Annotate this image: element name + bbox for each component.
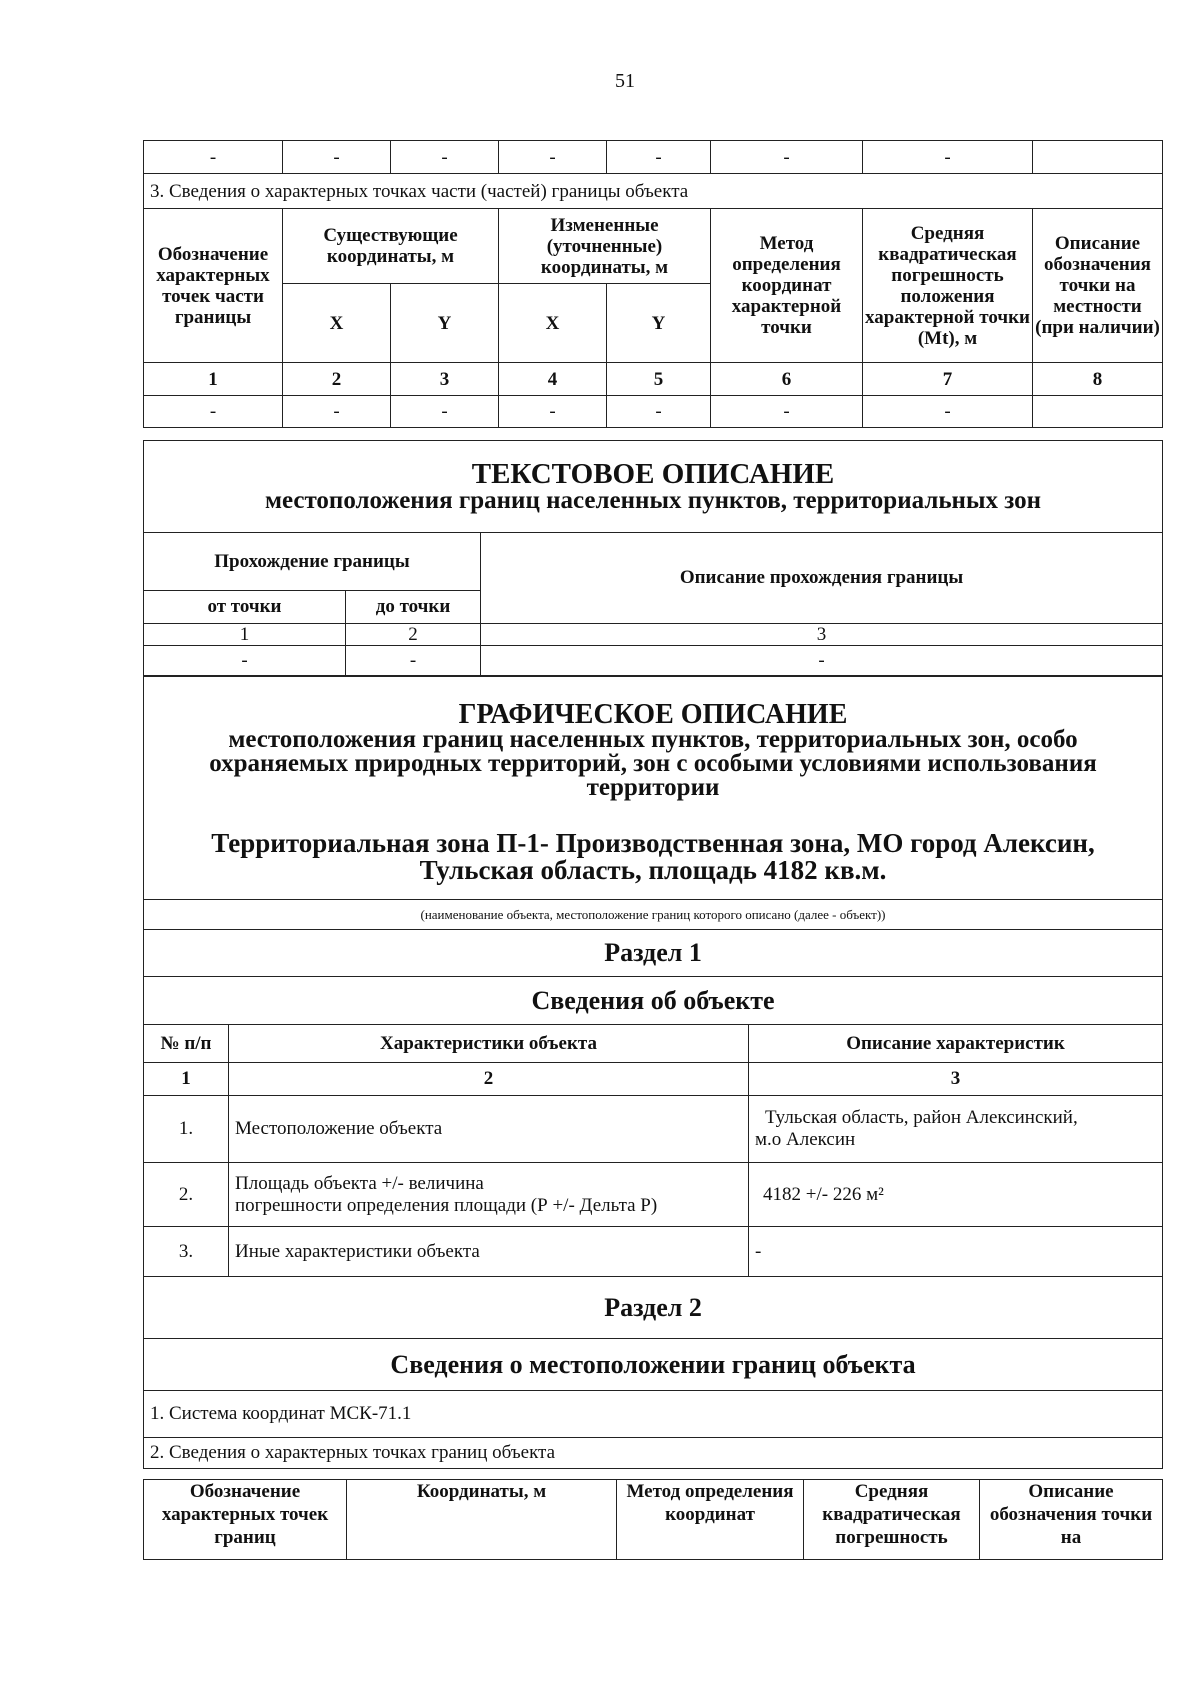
cell: - — [391, 396, 499, 428]
row-value — [749, 1096, 1163, 1163]
coordinate-system: 1. Система координат МСК-71.1 — [144, 1391, 1163, 1438]
part-points-table — [143, 140, 1163, 428]
header-x2: X — [499, 284, 607, 363]
header-y2: Y — [607, 284, 711, 363]
header-boundary-description: Описание обозначения точки на — [980, 1480, 1163, 1560]
cell: 3 — [391, 363, 499, 396]
cell: 3 — [481, 624, 1163, 646]
row-value-line-2: м.о Алексин — [755, 1129, 856, 1150]
object-name-1: Территориальная зона П-1- Производственная зона, МО город Алексин, — [211, 828, 1095, 858]
table-row — [144, 1096, 1163, 1163]
cell: 3 — [749, 1063, 1163, 1096]
cell: 7 — [863, 363, 1033, 396]
cell: - — [711, 396, 863, 428]
cell: - — [144, 646, 346, 676]
table-row — [144, 646, 1163, 676]
cell: 5 — [607, 363, 711, 396]
cell: 1 — [144, 624, 346, 646]
cell: - — [711, 141, 863, 174]
row-number: 1. — [144, 1096, 229, 1163]
row-name-line-2: погрешности определения площади (Р +/- Дельта Р) — [235, 1194, 658, 1216]
cell: 2 — [229, 1063, 749, 1096]
from-point-header: от точки — [144, 591, 346, 624]
graphic-description-subtitle-1: местоположения границ населенных пунктов, территориальных зон, особо — [228, 726, 1078, 753]
graphic-description-header — [144, 677, 1163, 900]
top-row — [144, 141, 1163, 174]
number-row — [144, 624, 1163, 646]
cell: - — [144, 396, 283, 428]
cell: - — [144, 141, 283, 174]
text-description-title: ТЕКСТОВОЕ ОПИСАНИЕ — [471, 457, 835, 490]
page-number: 51 — [615, 70, 635, 92]
row-value: 4182 +/- 226 м² — [749, 1163, 1163, 1227]
cell: - — [863, 396, 1033, 428]
row-number: 3. — [144, 1227, 229, 1277]
row-value: - — [749, 1227, 1163, 1277]
cell: - — [607, 396, 711, 428]
graphic-description-table — [143, 676, 1163, 1469]
header-designation: Обозначение характерных точек части границы — [144, 209, 283, 363]
graphic-description-subtitle-2: охраняемых природных территорий, зон с особыми условиями использования — [209, 750, 1097, 777]
cell: - — [499, 141, 607, 174]
to-point-header: до точки — [346, 591, 481, 624]
table-row — [144, 1227, 1163, 1277]
cell: 1 — [144, 363, 283, 396]
object-name-2: Тульская область, площадь 4182 кв.м. — [419, 855, 887, 885]
cell: - — [283, 396, 391, 428]
header-existing: Существующие координаты, м — [283, 209, 499, 284]
cell: - — [863, 141, 1033, 174]
text-description-subtitle: местоположения границ населенных пунктов, территориальных зон — [264, 486, 1042, 514]
header-number: № п/п — [144, 1025, 229, 1063]
number-row — [144, 363, 1163, 396]
object-caption: (наименование объекта, местоположение границ которого описано (далее - объект)) — [144, 900, 1163, 930]
header-y1: Y — [391, 284, 499, 363]
pass-header: Прохождение границы — [144, 533, 481, 591]
part-points-title: 3. Сведения о характерных точках части (частей) границы объекта — [144, 174, 1163, 209]
header-characteristics-description: Описание характеристик — [749, 1025, 1163, 1063]
number-row — [144, 1063, 1163, 1096]
row-value-line-1: Тульская область, район Алексинский, — [765, 1107, 1078, 1128]
cell: 2 — [346, 624, 481, 646]
header-boundary-method: Метод определения координат — [617, 1480, 804, 1560]
graphic-description-subtitle-3: территории — [586, 774, 720, 801]
table-row — [144, 396, 1163, 428]
header-boundary-designation: Обозначение характерных точек границ — [144, 1480, 347, 1560]
cell: - — [481, 646, 1163, 676]
cell: 8 — [1033, 363, 1163, 396]
row-name: Иные характеристики объекта — [229, 1227, 749, 1277]
cell — [1033, 141, 1163, 174]
header-coordinates: Координаты, м — [347, 1480, 617, 1560]
header-boundary-error: Средняя квадратическая погрешность — [804, 1480, 980, 1560]
header-error: Средняя квадратическая погрешность положения характерной точки (Mt), м — [863, 209, 1033, 363]
row-number: 2. — [144, 1163, 229, 1227]
section-1-title: Сведения об объекте — [144, 977, 1163, 1025]
row-name-line-1: Площадь объекта +/- величина — [235, 1172, 484, 1194]
header-method: Метод определения координат характерной точки — [711, 209, 863, 363]
cell: 4 — [499, 363, 607, 396]
header-x1: X — [283, 284, 391, 363]
section-1-label: Раздел 1 — [144, 930, 1163, 977]
header-description: Описание обозначения точки на местности (при наличии) — [1033, 209, 1163, 363]
section-2-label: Раздел 2 — [144, 1277, 1163, 1339]
description-header: Описание прохождения границы — [481, 533, 1163, 624]
row-name — [229, 1163, 749, 1227]
header-changed: Измененные (уточненные) координаты, м — [499, 209, 711, 284]
text-description-table — [143, 440, 1163, 676]
cell: 1 — [144, 1063, 229, 1096]
header-characteristics: Характеристики объекта — [229, 1025, 749, 1063]
cell: - — [607, 141, 711, 174]
text-description-header — [144, 441, 1163, 533]
graphic-description-title: ГРАФИЧЕСКОЕ ОПИСАНИЕ — [458, 699, 848, 730]
boundary-points-title: 2. Сведения о характерных точках границ объекта — [144, 1438, 1163, 1469]
cell: - — [283, 141, 391, 174]
cell: 2 — [283, 363, 391, 396]
boundary-points-table — [143, 1479, 1163, 1560]
section-2-title: Сведения о местоположении границ объекта — [144, 1339, 1163, 1391]
row-name: Местоположение объекта — [229, 1096, 749, 1163]
table-row — [144, 1163, 1163, 1227]
cell: 6 — [711, 363, 863, 396]
cell: - — [346, 646, 481, 676]
cell: - — [391, 141, 499, 174]
cell: - — [499, 396, 607, 428]
cell — [1033, 396, 1163, 428]
